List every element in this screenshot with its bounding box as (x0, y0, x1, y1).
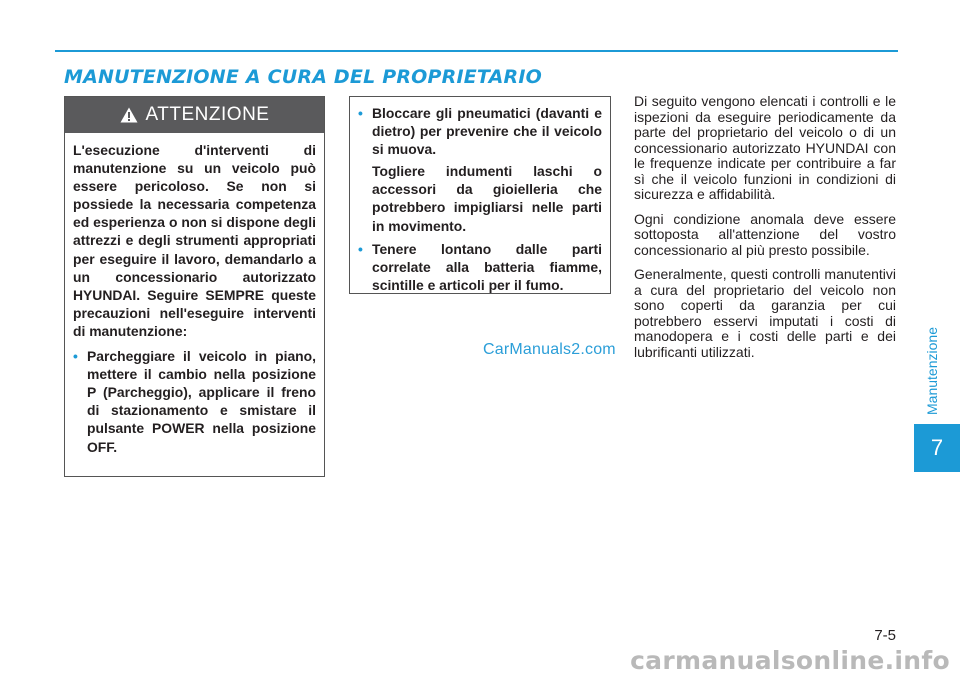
body-text-column (634, 94, 896, 369)
bullet-dot-icon: • (73, 348, 78, 365)
warning-continued-list-2 (358, 240, 602, 294)
warning-title: ATTENZIONE (145, 104, 270, 125)
chapter-side-label-text: Manutenzione (924, 327, 941, 415)
warning-continued-list (358, 104, 602, 158)
warning-continued-item (358, 240, 602, 294)
warning-body (65, 133, 324, 456)
top-rule (55, 50, 898, 52)
warning-bullet-list (73, 347, 316, 456)
warning-continued-text: Bloccare gli pneumatici (davanti e dietro) per prevenire che il veicolo si muova. (372, 105, 602, 158)
footer-watermark: carmanualsonline.info (630, 646, 950, 675)
watermark-link[interactable]: CarManuals2.com (483, 341, 616, 358)
warning-header (65, 97, 324, 133)
warning-continued-box (349, 96, 611, 294)
body-paragraph: Ogni condizione anomala deve essere sottoposta all'attenzione del vostro concessionario al più presto possibile. (634, 210, 896, 258)
bullet-dot-icon: • (358, 105, 363, 121)
warning-bullet-text: Parcheggiare il veicolo in piano, mettere il cambio nella posizione P (Parcheggio), applicare il freno di stazionamento e smistare il pulsante POWER nella posizione OFF. (87, 348, 316, 455)
warning-box (64, 96, 325, 477)
bullet-dot-icon: • (358, 240, 363, 257)
chapter-tab[interactable]: 7 (914, 424, 960, 472)
warning-triangle-icon (120, 107, 138, 123)
body-paragraph: Di seguito vengono elencati i controlli e le ispezioni da eseguire periodicamente da parte del proprietario del veicolo o di un concessionario autorizzato HYUNDAI con le frequenze indicate per contribuire a far sì che il veicolo funzioni in condizioni di sicurezza e affidabilità. (634, 93, 896, 202)
page-number: 7-5 (874, 627, 896, 644)
warning-continued-subtext: Togliere indumenti laschi o accessori da gioielleria che potrebbero impigliarsi nelle parti in movimento. (372, 163, 602, 234)
warning-intro: L'esecuzione d'interventi di manutenzione su un veicolo può essere pericoloso. Se non si possiede la necessaria competenza ed esperienza o non si dispone degli attrezzi e degli strumenti appropriati per eseguire il lavoro, demandarlo a un concessionario autorizzato HYUNDAI. Seguire SEMPRE queste precauzioni nell'eseguire interventi di manutenzione: (73, 142, 316, 339)
chapter-side-label (920, 318, 944, 424)
section-title: MANUTENZIONE A CURA DEL PROPRIETARIO (64, 66, 542, 88)
warning-bullet-item (73, 347, 316, 456)
warning-continued-item (358, 104, 602, 158)
warning-continued-text: Tenere lontano dalle parti correlate alla batteria fiamme, scintille e articoli per il fumo. (372, 240, 602, 293)
body-paragraph: Generalmente, questi controlli manutentivi a cura del proprietario del veicolo non sono coperti da garanzia per cui potrebbero esservi imputati i costi di manodopera e i costi delle parti e dei lubrificanti utilizzati. (634, 266, 896, 360)
